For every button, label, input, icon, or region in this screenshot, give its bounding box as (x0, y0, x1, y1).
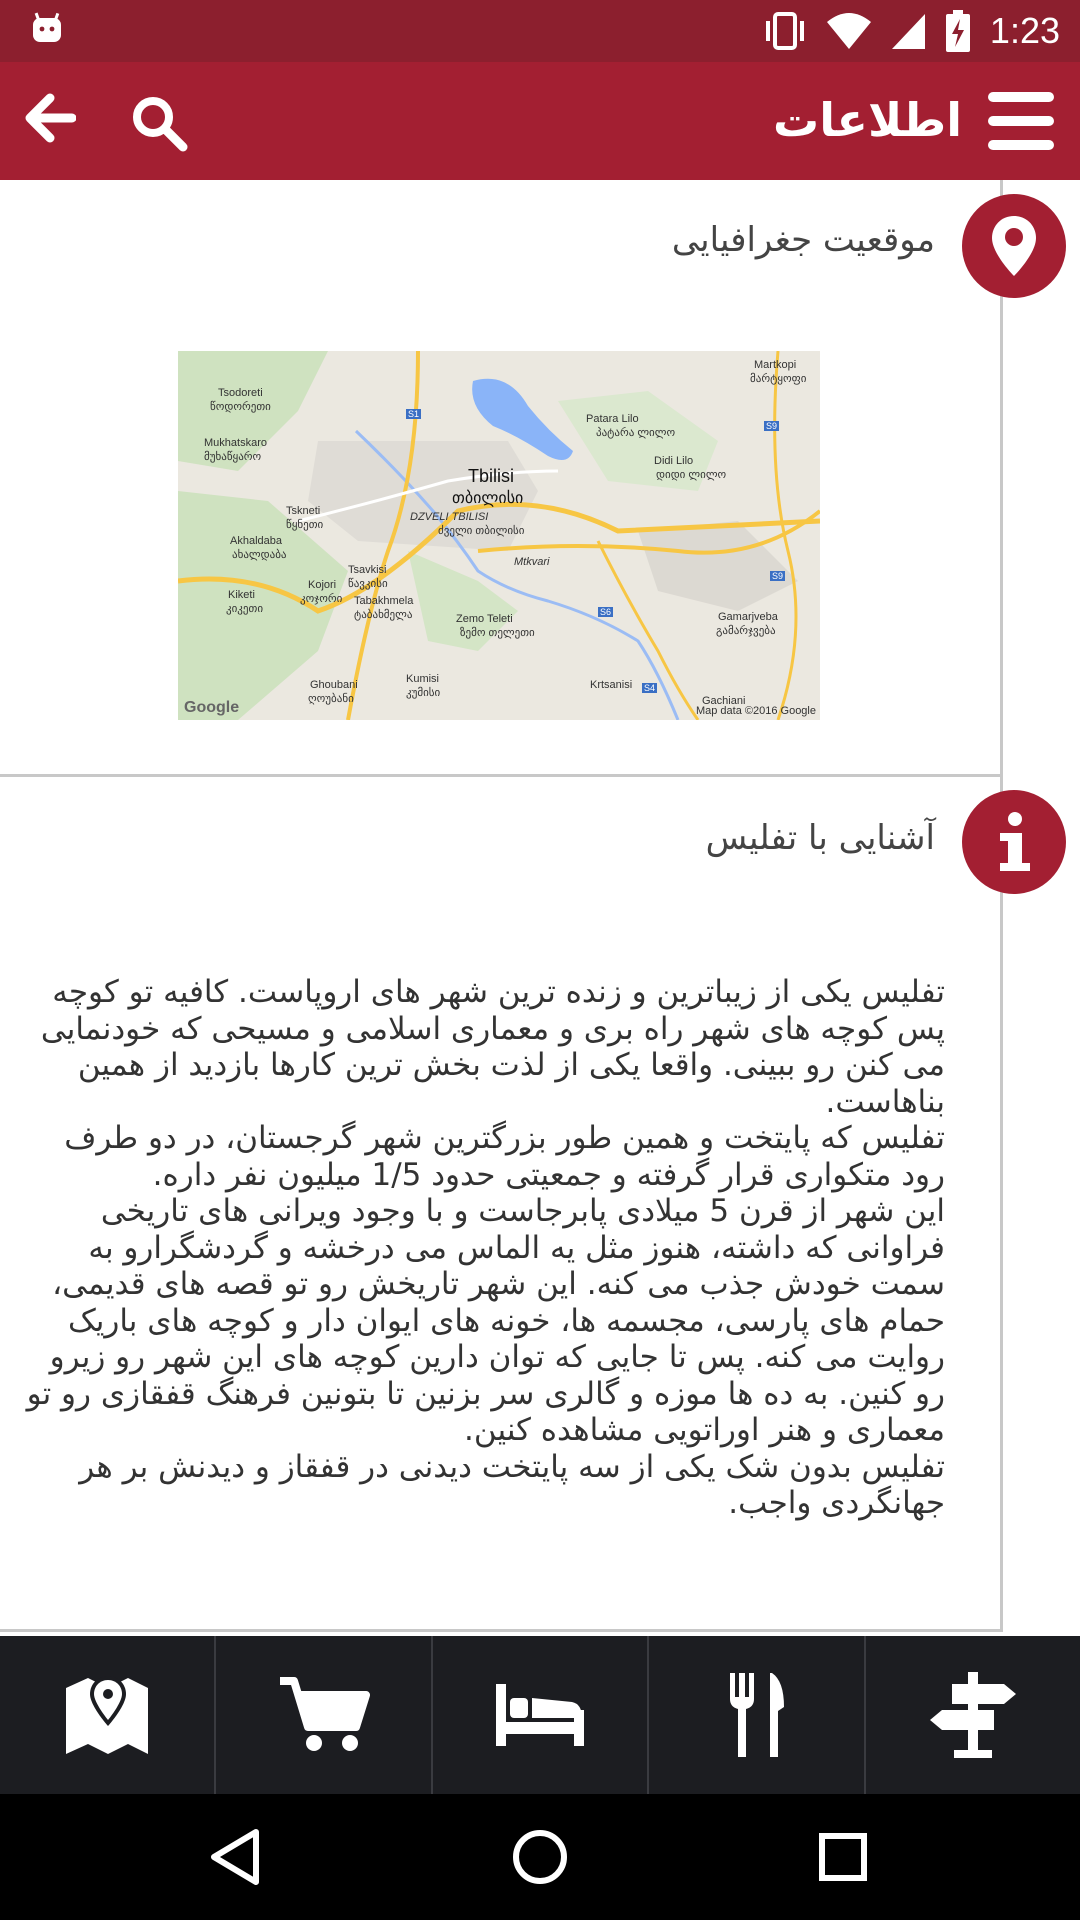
intro-paragraph: تفلیس یکی از زیباترین و زنده ترین شهر های اروپاست. کافیه تو کوچه پس کوچه های شهر راه بری و معماری اسلامی و مسیحی که خودنمایی می کنن رو ببینی. واقعا یکی از لذت بخش ترین کارها بازدید از همین بناهاست. (40, 974, 945, 1120)
location-badge (962, 194, 1066, 298)
info-badge (962, 790, 1066, 894)
road-shield: S6 (600, 607, 612, 617)
map-label-tbilisi-ka: თბილისი (452, 490, 524, 507)
map-label: Krtsanisi (590, 679, 633, 691)
system-nav-bar (0, 1794, 1080, 1920)
map-label: Tsavkisi (348, 564, 387, 576)
back-triangle-icon[interactable] (204, 1824, 270, 1890)
map-label: კუმისი (406, 687, 441, 699)
map-label: მუხაწყარო (204, 451, 262, 463)
nav-shopping[interactable] (216, 1636, 432, 1794)
nav-restaurants[interactable] (649, 1636, 865, 1794)
google-logo: Google (184, 699, 240, 716)
map-label: ტაბახმელა (354, 609, 413, 621)
map-pin-icon (62, 1670, 152, 1760)
map-label: Ghoubani (310, 679, 358, 691)
map-label: წოდორეთი (210, 401, 271, 413)
bottom-nav (0, 1636, 1080, 1794)
status-bar (0, 0, 1080, 62)
intro-title: آشنایی با تفلیس (705, 818, 935, 858)
search-icon[interactable] (130, 94, 188, 152)
map-label: Mtkvari (514, 556, 550, 568)
back-arrow-icon[interactable] (24, 92, 76, 144)
status-time: 1:23 (989, 10, 1060, 51)
nav-attractions[interactable] (866, 1636, 1080, 1794)
map-label: დიდი ლილო (656, 469, 727, 481)
nav-hotels[interactable] (433, 1636, 649, 1794)
map-label: Patara Lilo (586, 413, 639, 425)
map-label: პატარა ლილო (596, 427, 676, 439)
map-label: Didi Lilo (654, 455, 694, 467)
nav-map[interactable] (0, 1636, 216, 1794)
map-label: Kumisi (406, 673, 440, 685)
map-label: Akhaldaba (230, 535, 282, 547)
map-label-tbilisi: Tbilisi (468, 466, 515, 486)
vibrate-icon (762, 11, 808, 51)
road-shield: S1 (408, 409, 420, 419)
intro-paragraph: تفلیس که پایتخت و همین طور بزرگترین شهر گرجستان، در دو طرف رود متکواری قرار گرفته و جمعیتی حدود 1/5 میلیون نفر داره. (64, 1120, 945, 1193)
info-icon (994, 811, 1034, 873)
map-label: Zemo Teleti (456, 613, 513, 625)
android-icon (30, 12, 64, 46)
road-shield: S4 (644, 683, 656, 693)
map-label: წყნეთი (286, 519, 324, 531)
signpost-icon (928, 1670, 1018, 1760)
home-circle-icon[interactable] (507, 1824, 573, 1890)
map-label: DZVELI TBILISI (410, 511, 489, 523)
road-shield: S9 (772, 571, 784, 581)
bed-icon (494, 1680, 586, 1750)
recents-square-icon[interactable] (810, 1824, 876, 1890)
page-title: اطلاعات (773, 93, 962, 147)
map-label: Kojori (308, 579, 337, 591)
map-label: გამარჯვება (716, 625, 776, 637)
location-title: موقعیت جغرافیایی (671, 220, 935, 260)
signal-icon (890, 12, 926, 50)
map-attribution: Map data ©2016 Google (695, 705, 816, 717)
wifi-icon (826, 12, 872, 50)
hamburger-menu-icon[interactable] (986, 88, 1056, 154)
map-label: Tskneti (286, 505, 321, 517)
map-label: Martkopi (754, 359, 797, 371)
map-label: კიკეთი (226, 603, 264, 615)
intro-paragraph: این شهر از قرن 5 میلادی پابرجاست و با وجود ویرانی های تاریخی فراوانی که داشته، هنوز مثل یه الماس می درخشه و گردشگرارو به سمت خودش جذب می کنه. این شهر تاریخش رو تو قصه های قدیمی، حمام های پارسی، مجسمه ها، خونه های ایوان دار و کوچه های باریک روایت می کنه. پس تا جایی که توان دارین کوچه های این شهر رو زیرو رو کنین. به ده ها موزه و گالری سر بزنین تا بتونین فرهنگ قفقازی رو تو معماری و هنر اوراتویی مشاهده کنین. (26, 1193, 945, 1448)
map-label: კოჯორი (300, 593, 343, 605)
city-map[interactable] (178, 351, 820, 720)
map-label: Kiketi (228, 589, 255, 601)
intro-paragraph: تفلیس بدون شک یکی از سه پایتخت دیدنی در قفقاز و دیدنش بر هر جهانگردی واجب. (79, 1448, 945, 1521)
battery-charging-icon (944, 10, 972, 52)
map-label: წავკისი (348, 578, 388, 590)
map-label: მარტყოფი (750, 373, 807, 385)
fork-knife-icon (726, 1671, 786, 1759)
map-label: Tsodoreti (218, 387, 263, 399)
map-label: Gamarjveba (718, 611, 778, 623)
road-shield: S9 (766, 421, 778, 431)
map-label: ახალდაბა (232, 549, 287, 561)
map-label: ღოუბანი (308, 693, 354, 705)
app-bar (0, 62, 1080, 180)
map-label: Mukhatskaro (204, 437, 267, 449)
map-label: ზემო თელეთი (460, 627, 535, 639)
cart-icon (278, 1675, 370, 1755)
map-label: Tabakhmela (354, 595, 414, 607)
intro-body (25, 974, 945, 1522)
map-label: Gachiani (702, 695, 746, 707)
map-label: ძველი თბილისი (438, 525, 525, 537)
location-pin-icon (989, 214, 1039, 278)
